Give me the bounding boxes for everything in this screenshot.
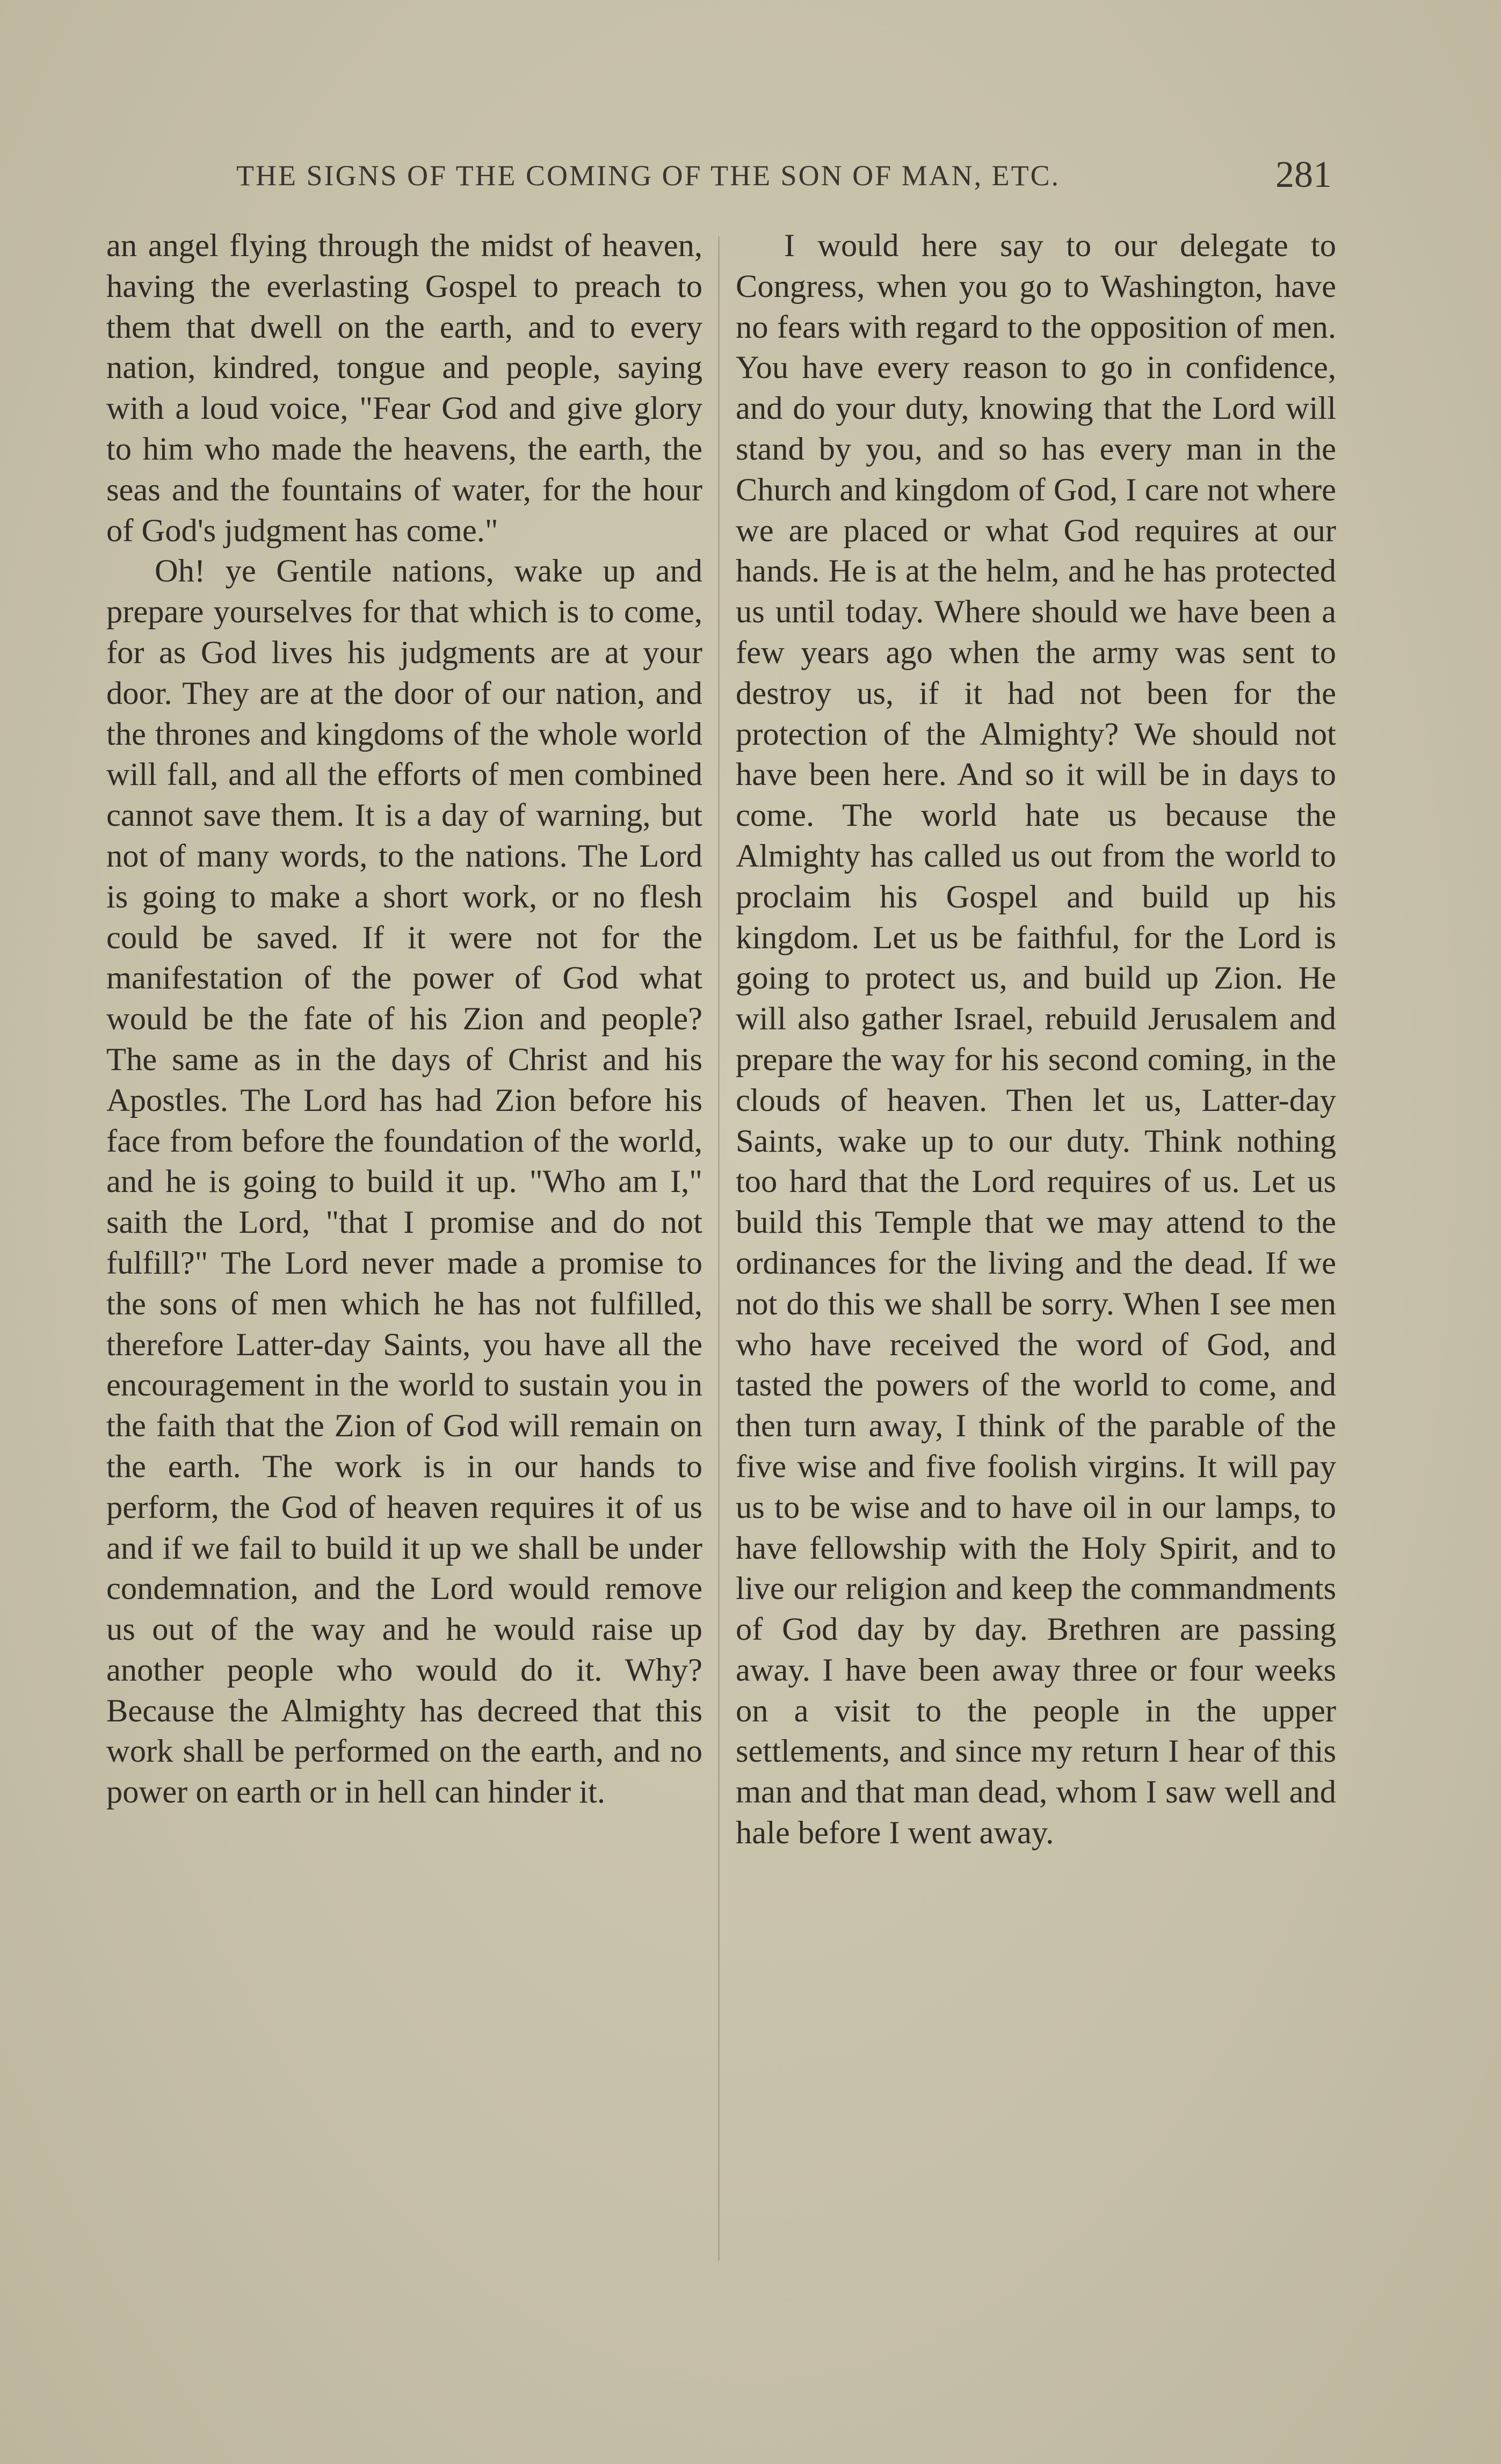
page-header bbox=[236, 154, 1332, 202]
column-divider bbox=[718, 236, 720, 2261]
running-head: THE SIGNS OF THE COMING OF THE SON OF MAN, ETC. bbox=[236, 159, 1061, 192]
left-paragraph-2: Oh! ye Gentile nations, wake up and prepare yourselves for that which is to come, for as God lives his judgments are at your door. They are at the door of our nation, and the thrones and kingdoms of the whole world will fall, and all the efforts of men combined cannot save them. It is a day of warning, but not of many words, to the nations. The Lord is going to make a short work, or no flesh could be saved. If it were not for the manifestation of the power of God what would be the fate of his Zion and people? The same as in the days of Christ and his Apostles. The Lord has had Zion before his face from before the foundation of the world, and he is going to build it up. "Who am I," saith the Lord, "that I promise and do not fulfill?" The Lord never made a promise to the sons of men which he has not fulfilled, therefore Latter-day Saints, you have all the encouragement in the world to sustain you in the faith that the Zion of God will remain on the earth. The work is in our hands to perform, the God of heaven requires it of us and if we fail to build it up we shall be under condemnation, and the Lord would remove us out of the way and he would raise up another people who would do it. Why? Because the Almighty has decreed that this work shall be performed on the earth, and no power on earth or in hell can hinder it. bbox=[106, 553, 702, 1811]
right-column bbox=[736, 226, 1336, 1854]
page-number: 281 bbox=[1275, 154, 1332, 195]
right-paragraph-1: I would here say to our delegate to Congress, when you go to Washington, have no fears with regard to the opposition of men. You have every reason to go in confidence, and do your duty, knowing that the Lord will stand by you, and so has every man in the Church and kingdom of God, I care not where we are placed or what God requires at our hands. He is at the helm, and he has protected us until today. Where should we have been a few years ago when the army was sent to destroy us, if it had not been for the protection of the Almighty? We should not have been here. And so it will be in days to come. The world hate us because the Almighty has called us out from the world to proclaim his Gospel and build up his kingdom. Let us be faithful, for the Lord is going to protect us, and build up Zion. He will also gather Israel, rebuild Jerusalem and prepare the way for his second coming, in the clouds of heaven. Then let us, Latter-day Saints, wake up to our duty. Think nothing too hard that the Lord requires of us. Let us build this Temple that we may attend to the ordinances for the living and the dead. If we not do this we shall be sorry. When I see men who have received the word of God, and tasted the powers of the world to come, and then turn away, I think of the parable of the five wise and five foolish virgins. It will pay us to be wise and to have oil in our lamps, to have fellowship with the Holy Spirit, and to live our religion and keep the commandments of God day by day. Brethren are passing away. I have been away three or four weeks on a visit to the people in the upper settlements, and since my return I hear of this man and that man dead, whom I saw well and hale before I went away. bbox=[736, 228, 1336, 1851]
left-paragraph-1: an angel flying through the midst of heaven, having the everlasting Gospel to preach to them that dwell on the earth, and to every nation, kindred, tongue and people, saying with a loud voice, "Fear God and give glory to him who made the heavens, the earth, the seas and the fountains of water, for the hour of God's judgment has come." bbox=[106, 228, 702, 549]
left-column bbox=[106, 226, 702, 1813]
